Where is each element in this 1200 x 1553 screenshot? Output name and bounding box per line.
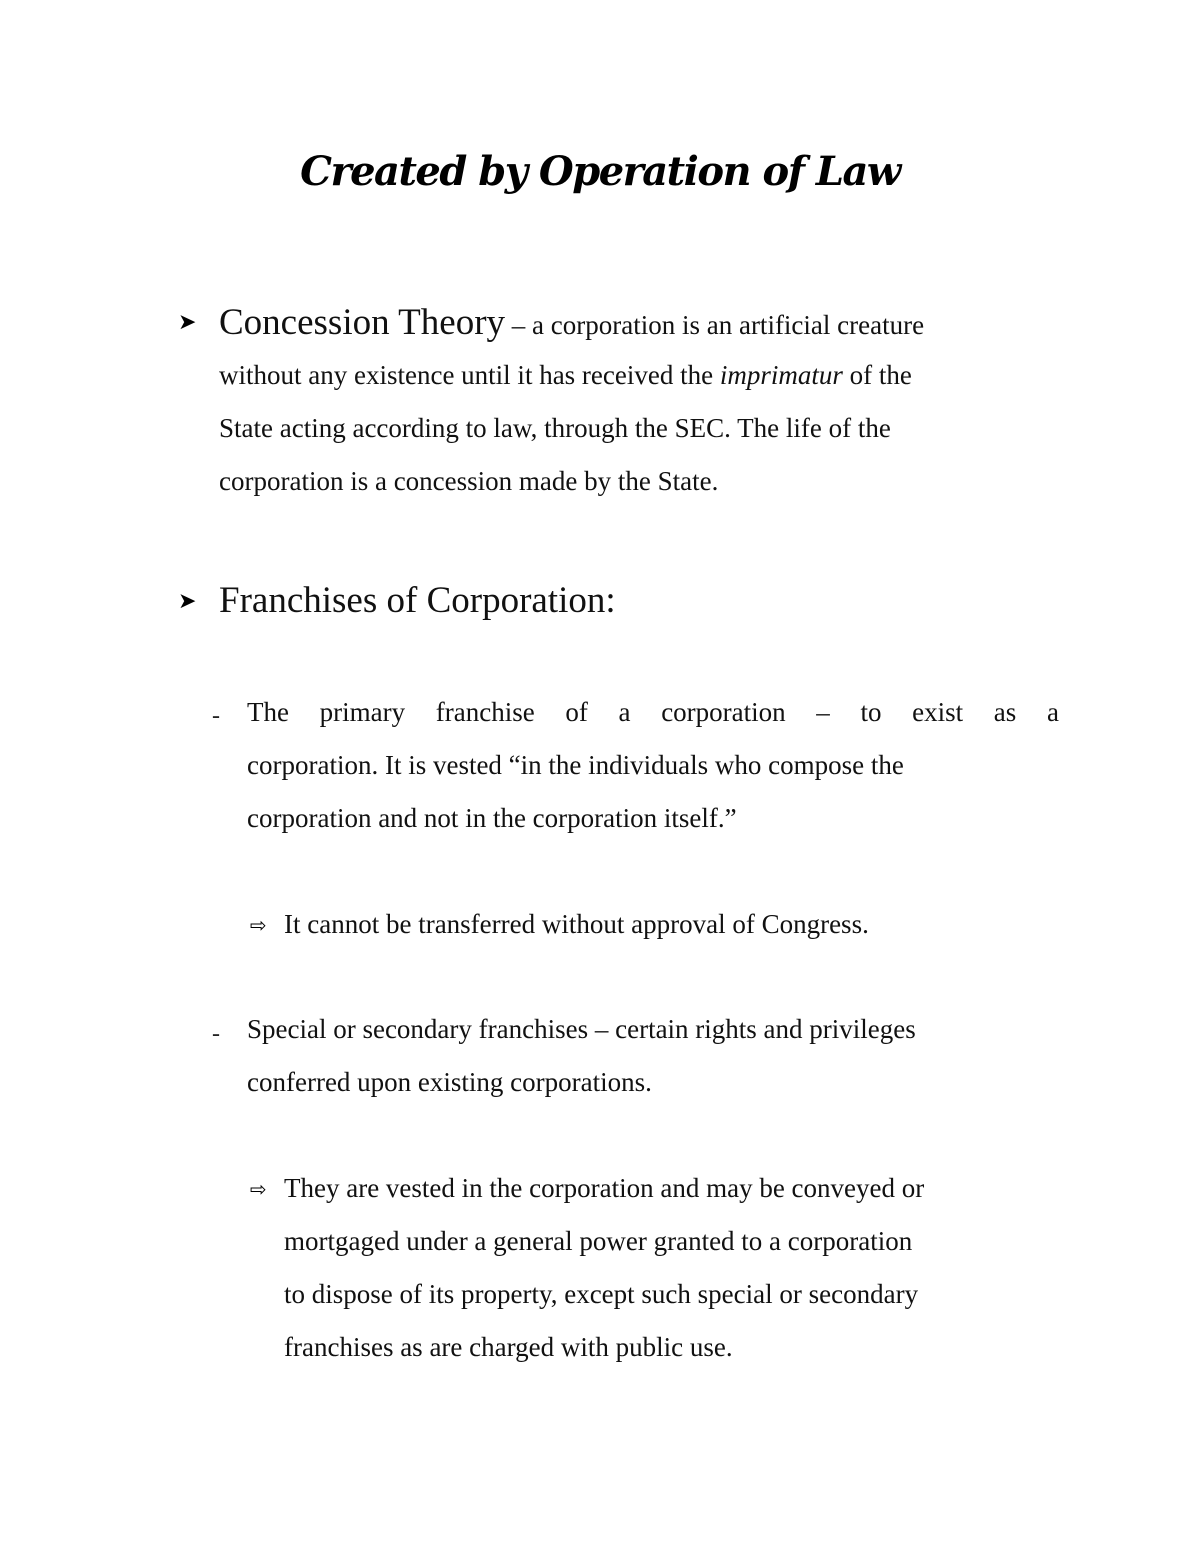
word: corporation bbox=[661, 697, 786, 727]
imprimatur-term: imprimatur bbox=[719, 360, 843, 390]
arrowhead-bullet-icon: ➤ bbox=[178, 589, 197, 614]
list-dash: - bbox=[212, 1021, 220, 1047]
page-title: Created by Operation of Law bbox=[300, 148, 900, 195]
list-dash: - bbox=[212, 703, 220, 729]
franchises-heading: Franchises of Corporation: bbox=[219, 580, 616, 621]
word: a bbox=[1046, 697, 1059, 727]
word: primary bbox=[319, 697, 406, 727]
arrowhead-bullet-icon: ➤ bbox=[178, 310, 197, 335]
word: a bbox=[618, 697, 631, 727]
primary-franchise-paragraph: The primary franchise of a corporation – to exist as a corporation. It is vested “in the individuals who compose the corporation and not in the corporation itself.” bbox=[247, 686, 1059, 845]
word: exist bbox=[912, 697, 964, 727]
word: The bbox=[247, 697, 289, 727]
concession-theory-heading: Concession Theory bbox=[219, 302, 506, 343]
secondary-franchise-note: They are vested in the corporation and may be conveyed or mortgaged under a general power granted to a corporation to dispose of its property, except such special or secondary franchises as are charged with public use. bbox=[284, 1173, 925, 1362]
word: to bbox=[860, 697, 882, 727]
word: – bbox=[816, 697, 830, 727]
word: franchise bbox=[435, 697, 535, 727]
secondary-franchise-paragraph: Special or secondary franchises – certain rights and privileges conferred upon existing corporations. bbox=[247, 1014, 916, 1097]
hollow-right-arrow-icon: ⇨ bbox=[250, 1177, 267, 1201]
primary-franchise-note: It cannot be transferred without approval of Congress. bbox=[284, 909, 869, 939]
word: as bbox=[993, 697, 1017, 727]
concession-theory-paragraph: Concession Theory – a corporation is an artificial creature without any existence until it has received the imprimatur of the State acting according to law, through the SEC. The life of the corporation is a concession made by the State. bbox=[219, 302, 925, 496]
word: of bbox=[565, 697, 588, 727]
hollow-right-arrow-icon: ⇨ bbox=[250, 913, 267, 937]
